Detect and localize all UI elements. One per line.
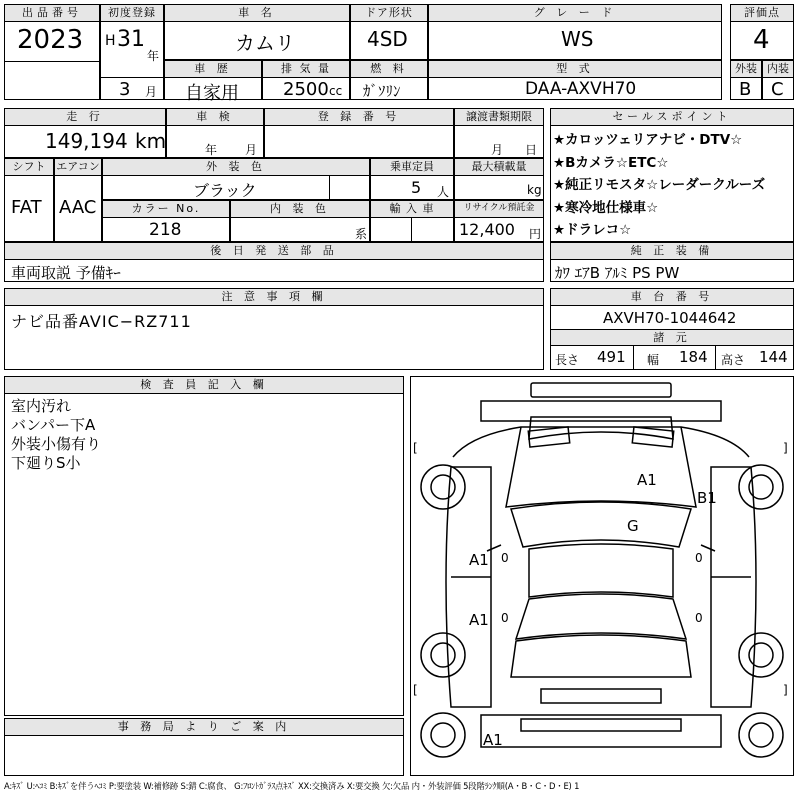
length-label: 長さ <box>555 353 580 367</box>
reg-month: 3 <box>119 79 131 100</box>
displacement: 2500 <box>283 79 329 100</box>
sales-point-item: ★Bカメラ☆ETC☆ <box>553 154 669 171</box>
lot-number: 2023 <box>17 25 84 55</box>
capacity-label: 乗車定員 <box>371 159 453 176</box>
chassis-cell <box>550 288 794 370</box>
int-color-unit: 系 <box>355 227 368 241</box>
interior-grade: C <box>771 79 784 100</box>
reg-number-label: 登 録 番 号 <box>265 109 453 126</box>
import-label: 輸 入 車 <box>371 201 453 218</box>
month-unit: 月 <box>145 85 158 99</box>
fuel-label: 燃 料 <box>351 61 427 78</box>
int-color-label: 内 装 色 <box>231 201 369 218</box>
notes-cell <box>4 288 544 370</box>
lot-cell <box>4 4 100 100</box>
door-type: 4SD <box>367 27 408 51</box>
inspector-note: 下廻りS小 <box>11 454 81 472</box>
exterior-grade: B <box>739 79 752 100</box>
damage-mark: A1 <box>483 731 503 749</box>
mileage: 149,194 <box>45 129 128 153</box>
fuel: ｶﾞｿﾘﾝ <box>363 82 401 100</box>
chassis-label: 車 台 番 号 <box>551 289 793 306</box>
color: ブラック <box>193 181 257 200</box>
interior-grade-cell <box>762 60 794 100</box>
first-reg-label: 初度登録 <box>101 5 163 22</box>
recycle-cell <box>454 200 544 242</box>
inspection-label: 車 検 <box>167 109 263 126</box>
model-code: DAA-AXVH70 <box>525 79 637 99</box>
recycle-unit: 円 <box>529 227 542 241</box>
damage-mark: A1 <box>637 471 657 489</box>
mileage-label: 走 行 <box>5 109 165 126</box>
sales-points-cell <box>550 108 794 242</box>
ac-label: エアコン <box>55 159 101 176</box>
registration-number-cell <box>264 108 454 158</box>
width: 184 <box>679 348 708 366</box>
car-outline-diagram <box>411 377 793 775</box>
lot-label: 出品番号 <box>5 5 99 22</box>
reg-year: 31 <box>117 27 145 52</box>
capacity-unit: 人 <box>437 185 450 199</box>
later-parts-label: 後 日 発 送 部 品 <box>5 243 543 260</box>
height-label: 高さ <box>721 353 746 367</box>
grade-cell <box>428 4 722 60</box>
door-label: ドア形状 <box>351 5 427 22</box>
later-parts-cell <box>4 242 544 282</box>
ac: AAC <box>59 197 97 218</box>
year-unit: 年 <box>147 49 160 63</box>
exterior-label: 外装 <box>731 61 761 78</box>
inspector-note: バンパー下A <box>11 416 96 434</box>
car-name-cell <box>164 4 350 60</box>
displacement-cell <box>262 60 350 100</box>
era: H <box>105 33 116 49</box>
sales-points-label: セールスポイント <box>551 109 793 126</box>
score-label: 評価点 <box>731 5 793 22</box>
history-label: 車 歴 <box>165 61 261 78</box>
zero-mark: 0 <box>695 611 703 625</box>
color-label: 外 装 色 <box>103 159 369 176</box>
recycle-label: リサイクル預託金 <box>455 201 543 218</box>
transfer-label: 譲渡書類期限 <box>455 109 543 126</box>
transfer-deadline-cell <box>454 108 544 158</box>
equipment-label: 純 正 装 備 <box>551 243 793 260</box>
bracket: [ <box>413 441 418 455</box>
interior-color-cell <box>230 200 370 242</box>
inspection-year-unit: 年 <box>205 143 218 157</box>
shift-label: シフト <box>5 159 53 176</box>
door-cell <box>350 4 428 60</box>
office-cell <box>4 718 404 776</box>
length: 491 <box>597 348 626 366</box>
zero-mark: 0 <box>695 551 703 565</box>
first-registration-cell <box>100 4 164 100</box>
model-cell <box>428 60 722 100</box>
inspector-cell <box>4 376 404 716</box>
sales-point-item: ★カロッツェリアナビ・DTV☆ <box>553 132 743 148</box>
sales-point-item: ★寒冷地仕様車☆ <box>553 199 659 216</box>
color-number: 218 <box>149 220 182 240</box>
fuel-cell <box>350 60 428 100</box>
zero-mark: 0 <box>501 611 509 625</box>
inspection-month-unit: 月 <box>245 143 258 157</box>
shift-cell <box>4 158 54 242</box>
ac-cell <box>54 158 102 242</box>
inspector-note: 室内汚れ <box>11 397 72 415</box>
exterior-grade-cell <box>730 60 762 100</box>
color-cell <box>102 158 370 200</box>
mileage-cell <box>4 108 166 158</box>
zero-mark: 0 <box>501 551 509 565</box>
displacement-label: 排 気 量 <box>263 61 349 78</box>
later-parts: 車両取説 予備ｷｰ <box>11 264 121 282</box>
bracket: ] <box>783 441 788 455</box>
damage-mark: B1 <box>697 489 717 507</box>
capacity-cell <box>370 158 454 200</box>
legend: A:ｷｽﾞ U:ﾍｺﾐ B:ｷｽﾞを伴うﾍｺﾐ P:要塗装 W:補修跡 S:錆 C:腐食、 G:ﾌﾛﾝﾄｶﾞﾗｽ点ｷｽﾞ XX:交換済み X:要交換 欠:欠品 内・外装評価 5段階ﾗﾝｸ順(A・B・C・D・E) 1 <box>4 781 580 791</box>
score: 4 <box>753 25 770 55</box>
width-label: 幅 <box>647 353 660 367</box>
car-name: カムリ <box>235 31 295 55</box>
grade: WS <box>561 27 594 51</box>
load-label: 最大積載量 <box>455 159 543 176</box>
load-unit: kg <box>527 183 542 197</box>
car-diagram <box>410 376 794 776</box>
color-number-cell <box>102 200 230 242</box>
equipment: ｶﾜ ｴｱB ｱﾙﾐ PS PW <box>555 264 680 282</box>
history: 自家用 <box>185 83 239 104</box>
transfer-month-unit: 月 <box>491 143 504 157</box>
height: 144 <box>759 348 788 366</box>
displacement-unit: cc <box>329 84 343 98</box>
damage-mark: A1 <box>469 551 489 569</box>
sales-point-item: ★純正リモスタ☆レーダークルーズ <box>553 177 766 193</box>
grade-label: グ レ ー ド <box>429 5 721 22</box>
notes-label: 注 意 事 項 欄 <box>5 289 543 306</box>
capacity: 5 <box>411 178 422 197</box>
color-number-label: カラー No. <box>103 201 229 218</box>
equipment-cell <box>550 242 794 282</box>
mileage-unit: km <box>135 129 167 153</box>
model-label: 型 式 <box>429 61 721 78</box>
history-cell <box>164 60 262 104</box>
inspection-cell <box>166 108 264 158</box>
inspector-label: 検 査 員 記 入 欄 <box>5 377 403 394</box>
max-load-cell <box>454 158 544 200</box>
score-cell <box>730 4 794 60</box>
notes: ナビ品番AVIC−RZ711 <box>11 312 192 331</box>
inspector-note: 外装小傷有り <box>11 435 102 453</box>
bracket: [ <box>413 683 418 697</box>
damage-mark: A1 <box>469 611 489 629</box>
bracket: ] <box>783 683 788 697</box>
office-label: 事 務 局 よ り ご 案 内 <box>5 719 403 736</box>
recycle-amount: 12,400 <box>459 220 515 239</box>
sales-point-item: ★ドラレコ☆ <box>553 222 632 238</box>
transfer-day-unit: 日 <box>525 143 538 157</box>
car-name-label: 車 名 <box>165 5 349 22</box>
spec-label: 諸 元 <box>551 329 793 346</box>
chassis-number: AXVH70-1044642 <box>603 309 737 327</box>
shift: FAT <box>11 197 42 218</box>
interior-label: 内装 <box>763 61 793 78</box>
import-cell <box>370 200 454 242</box>
damage-mark: G <box>627 517 639 535</box>
